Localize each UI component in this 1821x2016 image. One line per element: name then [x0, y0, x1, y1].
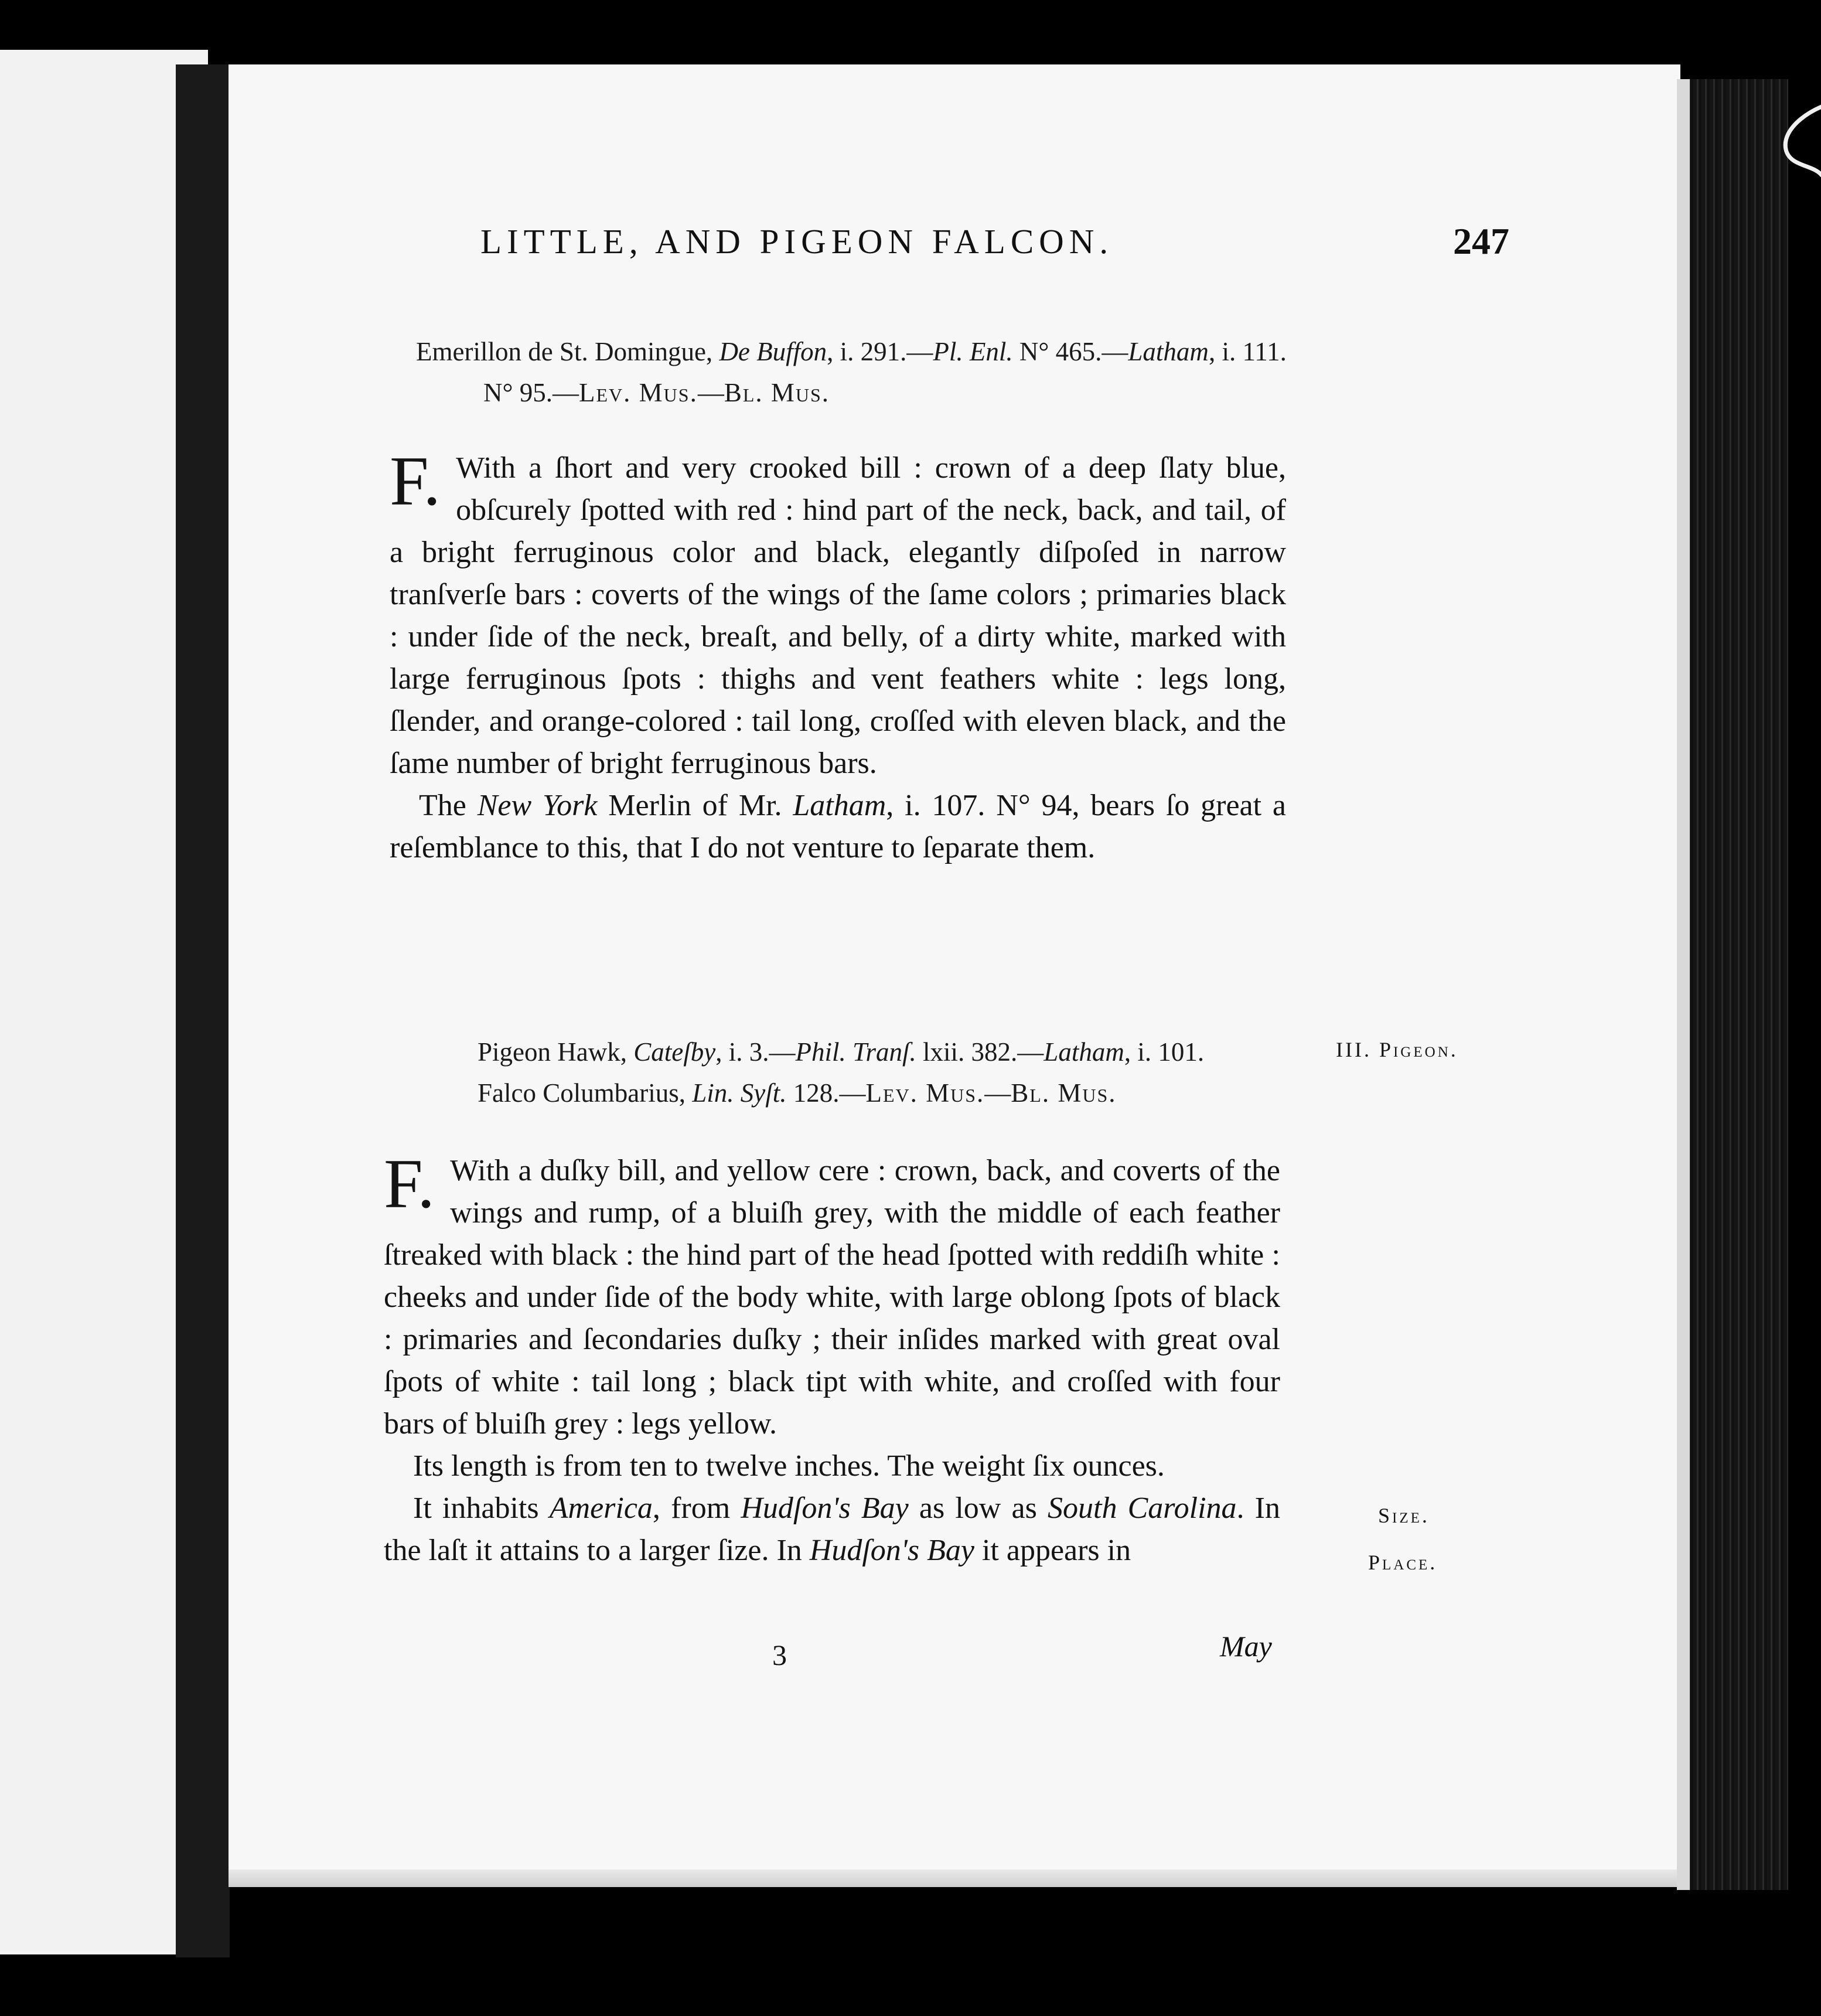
synonymy-block-pigeon: [478, 1031, 1204, 1113]
text-run: The: [419, 789, 478, 822]
description-little-falcon: [390, 442, 1286, 869]
text-run: . In the laſt it attains to a larger ſize. In: [384, 1491, 1280, 1567]
drop-cap: F.: [390, 442, 441, 520]
text-run: —: [984, 1078, 1011, 1108]
new-york-merlin-note: [390, 785, 1286, 869]
text-run: , from: [652, 1491, 741, 1525]
text-run: Bl. Mus.: [724, 378, 830, 407]
text-run: New York: [477, 789, 598, 822]
text-run: Lin. Syſt.: [692, 1078, 787, 1108]
catchword: [1220, 1629, 1272, 1663]
text-run: , i. 111.: [1208, 337, 1287, 366]
text-run: It inhabits: [413, 1491, 550, 1525]
page-bottom-shadow: [229, 1869, 1680, 1887]
signature-mark: 3: [772, 1639, 787, 1671]
text-run: Latham: [1128, 337, 1209, 366]
book-gutter: [176, 64, 230, 1957]
synonymy-line: [478, 1031, 1204, 1072]
text-run: Emerillon de St. Domingue,: [416, 337, 719, 366]
margin-scribble-icon: [1758, 94, 1821, 182]
text-run: N° 95.—: [483, 378, 579, 407]
text-run: Latham: [793, 789, 886, 822]
text-run: Cateſby: [633, 1037, 716, 1067]
place-text: [384, 1487, 1280, 1572]
description-text: With a ſhort and very crooked bill : crown of a deep ſlaty blue, obſcurely ſpotted with red : hind part of the neck, back, and tail, of a bright ferruginous color and black, elegantly diſpoſed in narrow tranſverſe bars : coverts of the wings of the ſame colors ; primaries black : under ſide of the neck, breaſt, and belly, of a dirty white, marked with large ferruginous ſpots : thighs and vent feathers white : legs long, ſlender, and orange-colored : tail long, croſſed with eleven black, and the ſame number of bright ferruginous bars.: [390, 451, 1286, 780]
running-head: LITTLE, AND PIGEON FALCON.: [480, 222, 1114, 261]
text-run: , i. 101.: [1124, 1037, 1205, 1067]
text-run: Bl. Mus.: [1011, 1078, 1117, 1108]
text-run: Hudſon's Bay: [741, 1491, 909, 1525]
size-text: Its length is from ten to twelve inches. The weight ſix ounces.: [413, 1449, 1165, 1483]
synonymy-block-little: [416, 331, 1287, 413]
text-run: Lev. Mus.: [865, 1078, 985, 1108]
page-fore-edge-highlight: [1677, 79, 1690, 1890]
margin-heading-pigeon: III. Pigeon.: [1336, 1038, 1458, 1061]
description-text: With a duſky bill, and yellow cere : crown, back, and coverts of the wings and rump, of a bluiſh grey, with the middle of each feather ſtreaked with black : the hind part of the head ſpotted with reddiſh white : cheeks and under ſide of the body white, with large oblong ſpots of black : primaries and ſecondaries duſky ; their inſides marked with great oval ſpots of white : tail long ; black tipt with white, and croſſed with four bars of bluiſh grey : legs yellow.: [384, 1154, 1280, 1441]
synonymy-line: [478, 1072, 1204, 1113]
margin-heading-place: Place.: [1368, 1551, 1438, 1574]
description-pigeon-falcon: [384, 1145, 1280, 1572]
text-run: Falco Columbarius,: [478, 1078, 693, 1108]
page-fore-edge: [1677, 79, 1788, 1890]
text-run: , i. 291.—: [827, 337, 933, 366]
text-run: Pl. Enl.: [933, 337, 1013, 366]
text-run: , i. 3.—: [715, 1037, 796, 1067]
synonymy-line: [416, 372, 1287, 413]
text-run: as low as: [908, 1491, 1048, 1525]
page-number: 247: [1453, 220, 1509, 262]
text-run: lxii. 382.—: [916, 1037, 1044, 1067]
margin-heading-size: Size.: [1378, 1504, 1430, 1527]
text-run: N° 465.—: [1012, 337, 1128, 366]
text-run: America: [549, 1491, 653, 1525]
text-run: , i. 107. N° 94, bears ſo great a reſemblance to this, that I do not venture to ſeparate them.: [390, 789, 1286, 864]
synonymy-line: [416, 331, 1287, 372]
text-run: —: [697, 378, 724, 407]
drop-cap: F.: [384, 1145, 435, 1222]
text-run: Merlin of Mr.: [597, 789, 793, 822]
text-run: 128.—: [786, 1078, 866, 1108]
catchword-text: May: [1220, 1630, 1272, 1663]
text-run: Lev. Mus.: [579, 378, 698, 407]
text-run: Pigeon Hawk,: [478, 1037, 634, 1067]
text-run: De Buffon: [719, 337, 827, 366]
text-run: it appears in: [974, 1534, 1131, 1567]
text-run: Hudſon's Bay: [809, 1534, 974, 1567]
text-run: South Carolina: [1048, 1491, 1237, 1525]
text-run: Latham: [1044, 1037, 1124, 1067]
text-run: Phil. Tranſ.: [795, 1037, 916, 1067]
